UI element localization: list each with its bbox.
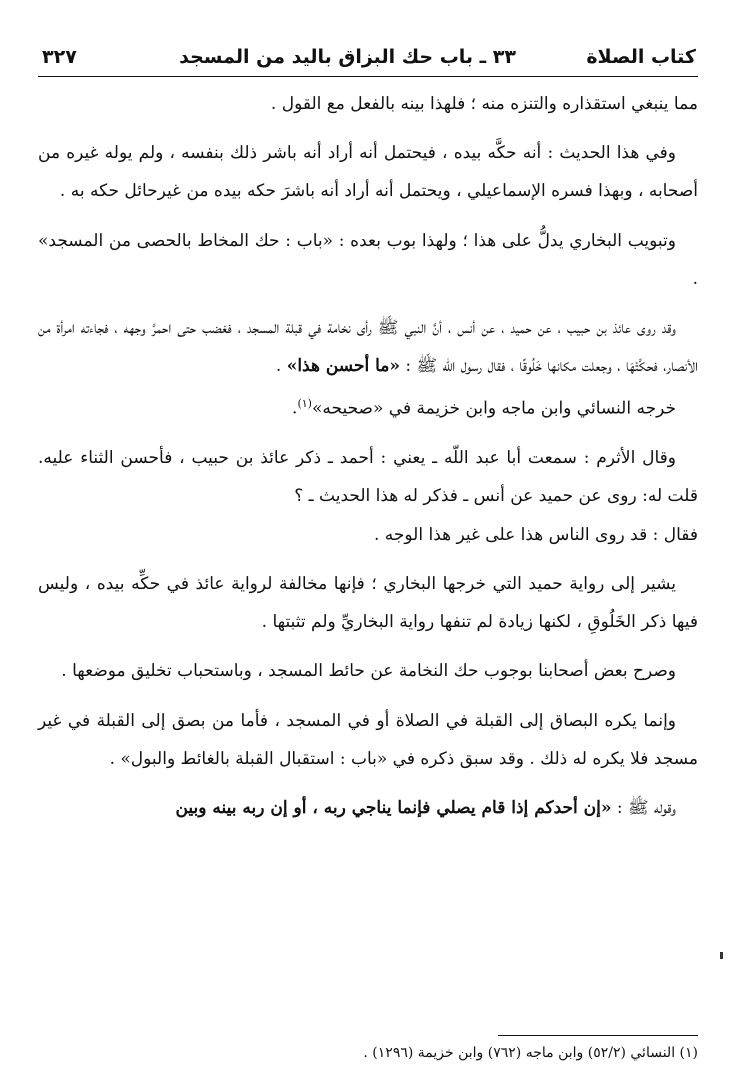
paragraph-4-end: . xyxy=(275,356,287,377)
paragraph-1: مما ينبغي استقذاره والتنزه منه ؛ فلهذا بينه بالفعل مع القول . xyxy=(270,94,698,114)
paragraph-4 xyxy=(38,309,698,385)
paragraph-5-text: خرجه النسائي وابن ماجه وابن خزيمة في «صحيحه» xyxy=(311,399,676,420)
paragraph-2: وفي هذا الحديث : أنه حكَّه بيده ، فيحتمل أنه أراد أنه باشر ذلك بنفسه ، ولم يوله غيره من أصحابه ، وبهذا فسره الإسماعيلي ، ويحتمل أنه أراد أنه باشرَ حكه بيده من غيرحائل حكه به . xyxy=(38,143,698,202)
paragraph-9: وصرح بعض أصحابنا بوجوب حك النخامة عن حائط المسجد ، وباستحباب تخليق موضعها . xyxy=(61,661,676,682)
paragraph-10: وإنما يكره البصاق إلى القبلة في الصلاة أو في المسجد ، فأما من بصق إلى القبلة في غير مسجد فلا يكره له ذلك . وقد سبق ذكره في «باب : استقبال القبلة بالغائط والبول» . xyxy=(38,710,698,769)
paragraph-11 xyxy=(38,789,698,827)
margin-mark xyxy=(720,952,723,959)
footnote: (١) النسائي (٥٢/٢) وابن ماجه (٧٦٢) وابن خزيمة (١٢٩٦) . xyxy=(363,1045,698,1061)
page-number: ٣٢٧ xyxy=(42,46,77,68)
running-header xyxy=(38,40,698,77)
footnote-divider xyxy=(498,1035,698,1036)
footnote-ref: (١) xyxy=(297,397,312,411)
hadith-quote-2: «إن أحدكم إذا قام يصلي فإنما يناجي ربه ، أو إن ربه بينه وبين xyxy=(175,797,612,818)
paragraph-3: وتبويب البخاري يدلُّ على هذا ؛ ولهذا بوب بعده : «باب : حك المخاط بالحصى من المسجد» . xyxy=(38,230,698,289)
paragraph-11-lead: وقوله ﷺ : xyxy=(611,797,676,818)
paragraph-5 xyxy=(38,385,698,428)
section-title: ٣٣ ـ باب حك البزاق باليد من المسجد xyxy=(179,46,516,68)
hadith-quote: «ما أحسن هذا» xyxy=(286,356,401,377)
paragraph-5-end: . xyxy=(292,399,298,420)
body-text xyxy=(38,85,698,827)
paragraph-8: يشير إلى رواية حميد التي خرجها البخاري ؛ فإنها مخالفة لرواية عائذ في حكِّه بيده ، وليس فيها ذكر الخَلُوقِ ، لكنها زيادة لم تنفها رواية البخاريِّ ولم تثبتها . xyxy=(38,573,698,633)
chapter-title: كتاب الصلاة xyxy=(586,46,696,68)
book-page xyxy=(38,40,698,1061)
paragraph-6: وقال الأثرم : سمعت أبا عبد اللّه ـ يعني : أحمد ـ ذكر عائذ بن حبيب ، فأحسن الثناء عليه. قلت له: روى عن حميد عن أنس ـ فذكر له هذا الحديث ـ ؟ xyxy=(38,448,698,507)
paragraph-4-text: وقد روى عائذ بن حبيب ، عن حميد ، عن أنس ، أنَّ النبي ﷺ رأى نخامة في قبلة المسجد ، فغضب حتى احمرَّ وجهه ، فجاءته امرأة من الأنصار، فحكَّتْهَا ، وجعلت مكانها خَلُوقًا ، فقال رسول الله ﷺ : xyxy=(38,318,698,377)
paragraph-7: فقال : قد روى الناس هذا على غير هذا الوجه . xyxy=(373,524,698,545)
